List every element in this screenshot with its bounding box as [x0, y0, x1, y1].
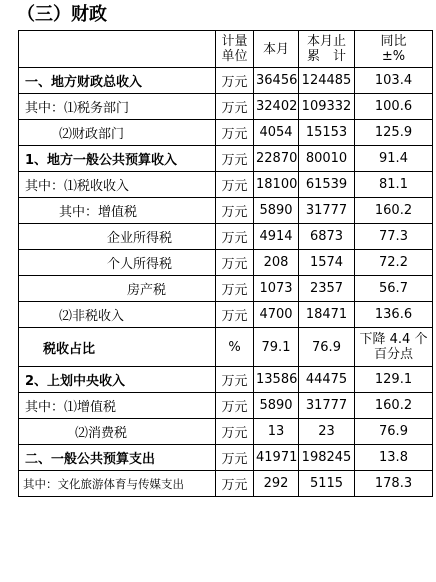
table-row [19, 94, 433, 120]
row-label: 其中：增值税 [19, 198, 216, 224]
table-row [19, 120, 433, 146]
table-row [19, 367, 433, 393]
row-month: 292 [254, 471, 299, 497]
row-month: 1073 [254, 276, 299, 302]
row-label: 二、一般公共预算支出 [19, 445, 216, 471]
row-ytd: 23 [299, 419, 355, 445]
row-month: 208 [254, 250, 299, 276]
row-unit: 万元 [216, 146, 254, 172]
row-yoy: 129.1 [355, 367, 433, 393]
table-row [19, 198, 433, 224]
finance-table [18, 30, 433, 497]
row-month: 13 [254, 419, 299, 445]
row-ytd: 6873 [299, 224, 355, 250]
row-yoy: 91.4 [355, 146, 433, 172]
row-label: 个人所得税 [19, 250, 216, 276]
row-label: 一、地方财政总收入 [19, 68, 216, 94]
row-month: 5890 [254, 393, 299, 419]
row-yoy: 72.2 [355, 250, 433, 276]
row-ytd: 2357 [299, 276, 355, 302]
row-unit: 万元 [216, 445, 254, 471]
row-yoy: 103.4 [355, 68, 433, 94]
row-unit: 万元 [216, 224, 254, 250]
row-month: 13586 [254, 367, 299, 393]
row-yoy: 178.3 [355, 471, 433, 497]
row-unit: 万元 [216, 198, 254, 224]
row-unit: 万元 [216, 419, 254, 445]
row-yoy: 160.2 [355, 198, 433, 224]
table-row [19, 146, 433, 172]
section-title: （三）财政 [17, 4, 107, 25]
row-month: 36456 [254, 68, 299, 94]
row-ytd: 5115 [299, 471, 355, 497]
row-month: 4700 [254, 302, 299, 328]
row-ytd: 198245 [299, 445, 355, 471]
row-yoy: 76.9 [355, 419, 433, 445]
row-unit: 万元 [216, 367, 254, 393]
header-item [19, 31, 216, 68]
row-unit: 万元 [216, 68, 254, 94]
row-unit: 万元 [216, 172, 254, 198]
row-yoy: 56.7 [355, 276, 433, 302]
row-ytd: 44475 [299, 367, 355, 393]
row-label: 1、地方一般公共预算收入 [19, 146, 216, 172]
table-row [19, 250, 433, 276]
table-row [19, 471, 433, 497]
row-month: 4054 [254, 120, 299, 146]
row-unit: 万元 [216, 120, 254, 146]
row-yoy: 100.6 [355, 94, 433, 120]
row-month: 5890 [254, 198, 299, 224]
table-row [19, 172, 433, 198]
row-label: ⑵财政部门 [19, 120, 216, 146]
row-month: 4914 [254, 224, 299, 250]
row-label: 房产税 [19, 276, 216, 302]
row-label: ⑵消费税 [19, 419, 216, 445]
row-ytd: 1574 [299, 250, 355, 276]
row-ytd: 80010 [299, 146, 355, 172]
row-ytd: 61539 [299, 172, 355, 198]
row-label: 其中：⑴税务部门 [19, 94, 216, 120]
row-unit: 万元 [216, 393, 254, 419]
row-month: 22870 [254, 146, 299, 172]
row-label: 其中：⑴税收收入 [19, 172, 216, 198]
row-yoy: 77.3 [355, 224, 433, 250]
row-ytd: 31777 [299, 198, 355, 224]
row-label: ⑵非税收入 [19, 302, 216, 328]
row-yoy: 125.9 [355, 120, 433, 146]
table-row [19, 328, 433, 367]
table-row [19, 393, 433, 419]
row-label: 其中：⑴增值税 [19, 393, 216, 419]
row-ytd: 76.9 [299, 328, 355, 367]
table-row [19, 445, 433, 471]
header-yoy: 同比 ±% [355, 31, 433, 68]
row-label: 企业所得税 [19, 224, 216, 250]
row-month: 32402 [254, 94, 299, 120]
row-ytd: 124485 [299, 68, 355, 94]
table-row [19, 224, 433, 250]
row-ytd: 109332 [299, 94, 355, 120]
row-unit: 万元 [216, 250, 254, 276]
row-label: 2、上划中央收入 [19, 367, 216, 393]
row-month: 41971 [254, 445, 299, 471]
table-row [19, 302, 433, 328]
row-month: 79.1 [254, 328, 299, 367]
row-unit: % [216, 328, 254, 367]
row-label: 税收占比 [19, 328, 216, 367]
header-ytd: 本月止 累 计 [299, 31, 355, 68]
row-ytd: 15153 [299, 120, 355, 146]
row-yoy: 160.2 [355, 393, 433, 419]
row-unit: 万元 [216, 276, 254, 302]
row-yoy: 13.8 [355, 445, 433, 471]
header-row [19, 31, 433, 68]
row-yoy: 下降 4.4 个百分点 [355, 328, 433, 367]
row-ytd: 18471 [299, 302, 355, 328]
row-unit: 万元 [216, 302, 254, 328]
header-month: 本月 [254, 31, 299, 68]
row-yoy: 81.1 [355, 172, 433, 198]
row-label: 其中：文化旅游体育与传媒支出 [19, 471, 216, 497]
header-unit: 计量 单位 [216, 31, 254, 68]
row-yoy: 136.6 [355, 302, 433, 328]
table-row [19, 68, 433, 94]
table-row [19, 276, 433, 302]
row-ytd: 31777 [299, 393, 355, 419]
row-month: 18100 [254, 172, 299, 198]
row-unit: 万元 [216, 471, 254, 497]
table-row [19, 419, 433, 445]
row-unit: 万元 [216, 94, 254, 120]
